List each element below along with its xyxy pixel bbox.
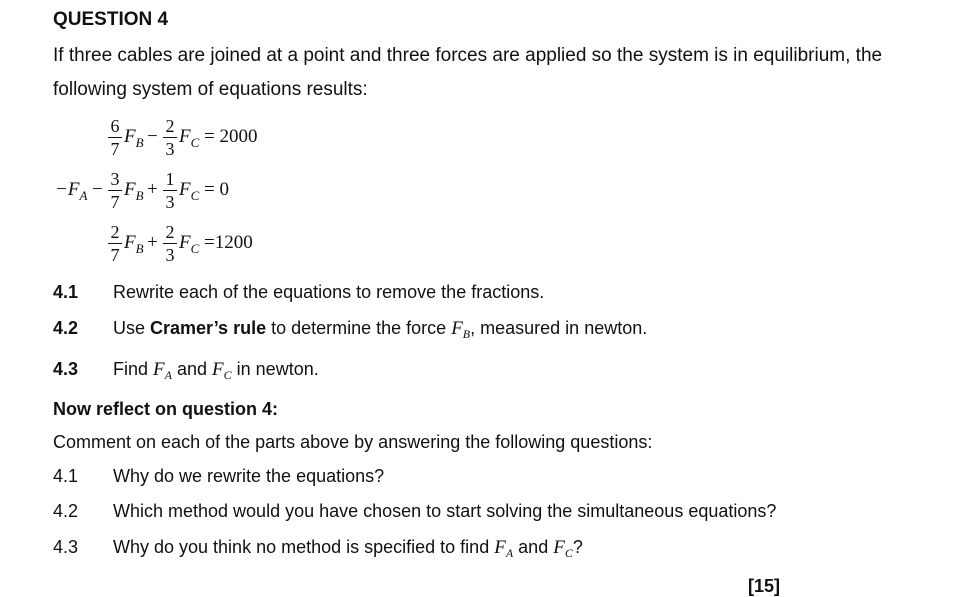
eq3-operator: + [147,232,158,253]
eq1-frac1-denominator: 7 [110,139,120,159]
part-4-2-text: Use Cramer’s rule to determine the force $F_B$, measured in newton. [113,318,648,341]
eq1-rhs: = 2000 [204,126,258,147]
part-4-1-text: Rewrite each of the equations to remove the fractions. [113,282,545,302]
reflect-item-4-3-number: 4.3 [53,537,79,557]
eq3-rhs: =1200 [204,232,253,253]
reflect-item-4-2-number: 4.2 [53,501,79,521]
intro-line-2: following system of equations results: [53,79,368,100]
eq3-frac1-denominator: 7 [110,245,120,265]
total-marks: [15] [748,576,781,596]
eq2-operator-2: + [147,179,158,200]
eq3-frac2-numerator: 2 [165,222,175,242]
eq2-frac2-numerator: 1 [165,169,175,189]
part-4-3-text: Find $F_A$ and $F_C$ in newton. [113,359,319,382]
eq2-term1: $F_B$ [124,179,144,203]
eq3-frac2-bar [163,243,177,244]
eq3-frac2-denominator: 3 [165,245,175,265]
eq2-operator-1: − [92,179,103,200]
reflect-item-4-2-text: Which method would you have chosen to start solving the simultaneous equations? [113,501,777,521]
eq2-frac1-numerator: 3 [110,169,120,189]
eq1-frac1-bar [108,137,122,138]
reflect-instruction: Comment on each of the parts above by answering the following questions: [53,432,653,452]
intro-line-1: If three cables are joined at a point and three forces are applied so the system is in equilibrium, the [53,45,883,66]
eq1-frac1-numerator: 6 [110,116,120,136]
eq2-term2: $F_C$ [179,179,200,203]
eq1-term1: $F_B$ [124,126,144,150]
part-4-3-number: 4.3 [53,359,79,379]
reflect-heading: Now reflect on question 4: [53,399,279,419]
reflect-item-4-1-number: 4.1 [53,466,79,486]
reflect-item-4-3-text: Why do you think no method is specified to find $F_A$ and $F_C$? [113,537,583,560]
eq2-frac2-denominator: 3 [165,192,175,212]
part-4-1-number: 4.1 [53,282,79,302]
eq2-frac1-bar [108,190,122,191]
eq3-frac1-bar [108,243,122,244]
part-4-2-number: 4.2 [53,318,79,338]
eq1-frac2-numerator: 2 [165,116,175,136]
eq2-frac1-denominator: 7 [110,192,120,212]
reflect-item-4-1-text: Why do we rewrite the equations? [113,466,385,486]
eq1-frac2-denominator: 3 [165,139,175,159]
eq3-term2: $F_C$ [179,232,200,256]
eq1-term2: $F_C$ [179,126,200,150]
eq3-frac1-numerator: 2 [110,222,120,242]
cramers-rule-emphasis: Cramer’s rule [150,318,267,338]
eq2-rhs: = 0 [204,179,229,200]
eq1-frac2-bar [163,137,177,138]
question-title: QUESTION 4 [53,9,169,30]
eq1-operator: − [147,126,158,147]
eq2-frac2-bar [163,190,177,191]
eq2-lead-term: $-F_A$ [55,179,88,203]
eq3-term1: $F_B$ [124,232,144,256]
